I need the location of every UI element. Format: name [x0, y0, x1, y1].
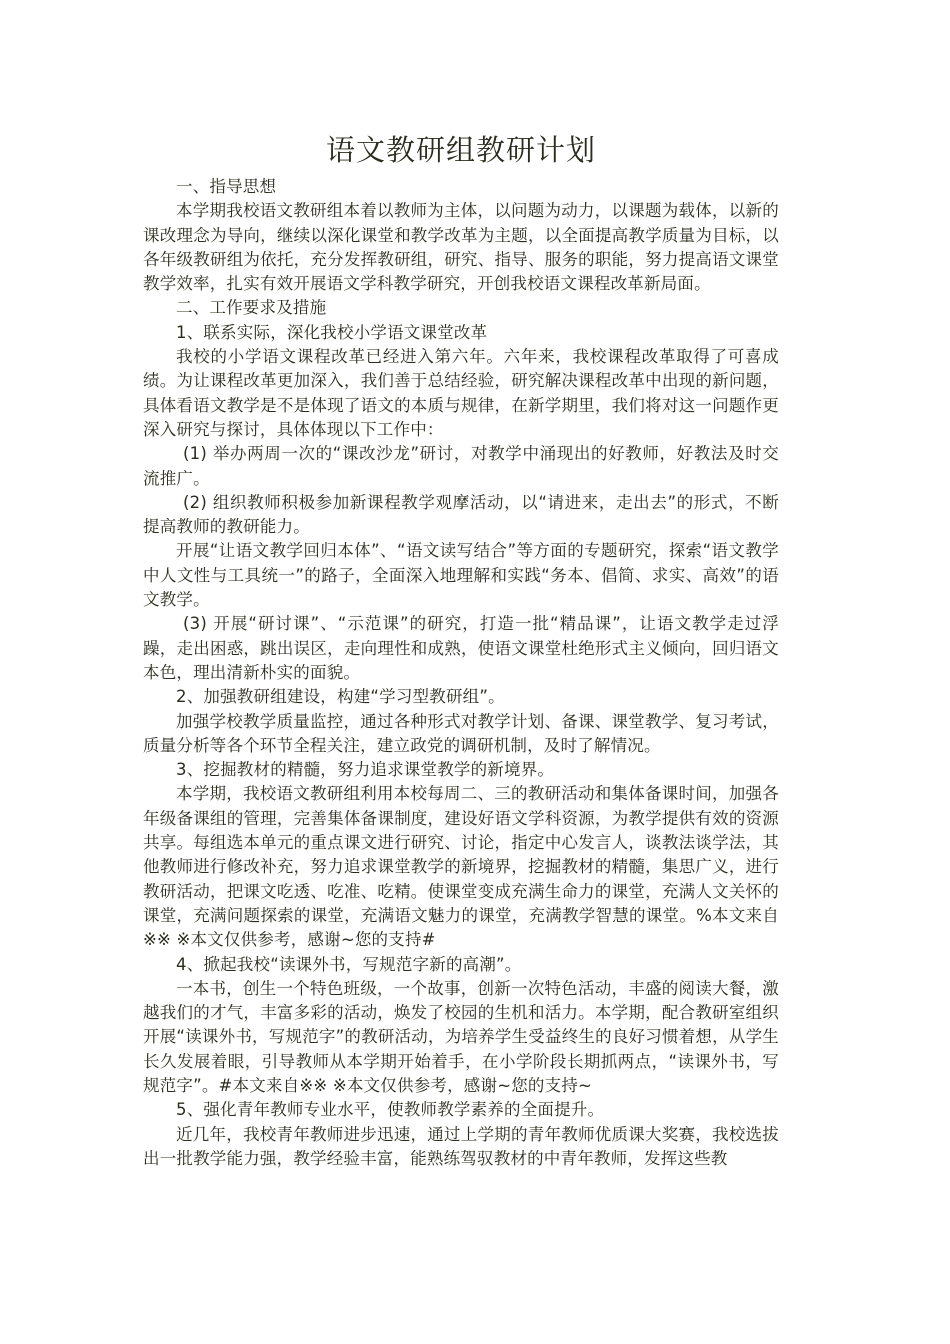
sub-item-1: (1) 举办两周一次的“课改沙龙”研讨，对教学中涌现出的好教师，好教法及时交流推广。: [143, 444, 779, 488]
body-paragraph: 本学期我校语文教研组本着以教师为主体，以问题为动力，以课题为载体，以新的课改理念为导向，继续以深化课堂和教学改革为主题，以全面提高教学质量为目标，以各年级教研组为依托，充分发挥教研组，研究、指导、服务的职能，努力提高语文课堂教学效率，扎实有效开展语文学科教学研究，开创我校语文课程改革新局面。: [143, 201, 779, 294]
document-page: [143, 128, 779, 1171]
heading-guiding-ideology: 一、指导思想: [176, 177, 277, 196]
body-paragraph: 开展“让语文教学回归本体”、“语文读写结合”等方面的专题研究，探索“语文教学中人文性与工具统一”的路子，全面深入地理解和实践“务本、倡简、求实、高效”的语文教学。: [143, 541, 779, 610]
heading-item-4: 4、掀起我校“读课外书，写规范字新的高潮”。: [176, 954, 522, 974]
heading-item-5: 5、强化青年教师专业水平，使教师教学素养的全面提升。: [176, 1100, 605, 1120]
document-body: [143, 175, 779, 1171]
sub-item-3: (3) 开展“研讨课”、“示范课”的研究，打造一批“精品课”，让语文教学走过浮躁，走出困惑，跳出误区，走向理性和成熟，使语文课堂杜绝形式主义倾向，回归语文本色，理出清新朴实的面貌。: [143, 614, 779, 682]
heading-item-1: 1、联系实际，深化我校小学语文课堂改革: [176, 322, 488, 342]
body-paragraph: 一本书，创生一个特色班级，一个故事，创新一次特色活动，丰盛的阅读大餐，激越我们的才气，丰富多彩的活动，焕发了校园的生机和活力。本学期，配合教研室组织开展“读课外书，写规范字”的教研活动，为培养学生受益终生的良好习惯着想，从学生长久发展着眼，引导教师从本学期开始着手，在小学阶段长期抓两点，“读课外书，写规范字”。#本文来自※※ ※本文仅供参考，感谢~您的支持~: [143, 978, 779, 1095]
body-paragraph: 加强学校教学质量监控，通过各种形式对教学计划、备课、课堂教学、复习考试，质量分析等各个环节全程关注，建立政党的调研机制，及时了解情况。: [143, 711, 779, 755]
heading-item-2: 2、加强教研组建设，构建“学习型教研组”。: [176, 687, 505, 707]
heading-item-3: 3、挖掘教材的精髓，努力追求课堂教学的新境界。: [176, 760, 555, 780]
heading-work-requirements: 二、工作要求及措施: [176, 298, 327, 318]
body-paragraph: 我校的小学语文课程改革已经进入第六年。六年来，我校课程改革取得了可喜成绩。为让课程改革更加深入，我们善于总结经验，研究解决课程改革中出现的新问题，具体看语文教学是不是体现了语文的本质与规律，在新学期里，我们将对这一问题作更深入研究与探讨，具体体现以下工作中：: [143, 347, 779, 439]
sub-item-2: (2) 组织教师积极参加新课程教学观摩活动，以“请进来，走出去”的形式，不断提高教师的教研能力。: [143, 492, 779, 537]
body-paragraph: 近几年，我校青年教师进步迅速，通过上学期的青年教师优质课大奖赛，我校选拔出一批教学能力强，教学经验丰富，能熟练驾驭教材的中青年教师，发挥这些教: [143, 1124, 779, 1168]
body-paragraph: 本学期，我校语文教研组利用本校每周二、三的教研活动和集体备课时间，加强各年级备课组的管理，完善集体备课制度，建设好语文学科资源，为教学提供有效的资源共享。每组选本单元的重点课文进行研究、讨论，指定中心发言人，谈教法谈学法，其他教师进行修改补充，努力追求课堂教学的新境界，挖掘教材的精髓，集思广义，进行教研活动，把课文吃透、吃准、吃精。使课堂变成充满生命力的课堂，充满人文关怀的课堂，充满问题探索的课堂，充满语文魅力的课堂，充满教学智慧的课堂。%本文来自※※ ※本文仅供参考，感谢~您的支持#: [143, 784, 779, 950]
document-title: 语文教研组教研计划: [325, 133, 596, 167]
